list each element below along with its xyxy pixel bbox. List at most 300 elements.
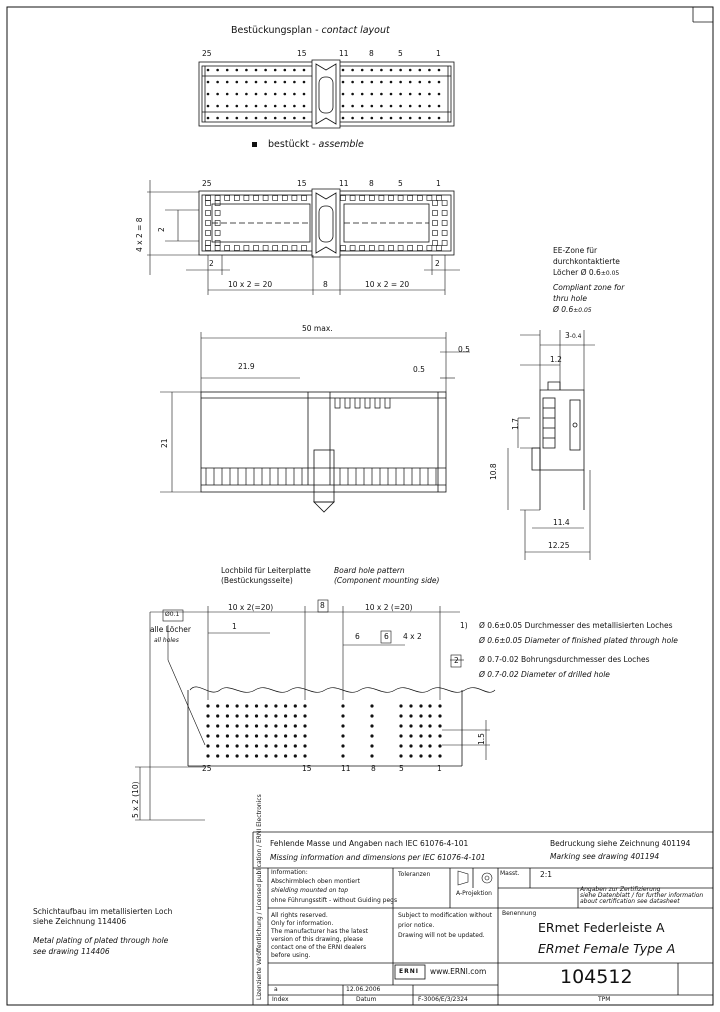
contact-dot: [409, 81, 412, 84]
dim-2-right: 2: [435, 259, 440, 268]
note-missing-en: Missing information and dimensions per IEC 61076-4-101: [270, 853, 486, 862]
contact-cell: [350, 246, 355, 251]
board-hole: [303, 754, 306, 757]
tb-rights: before using.: [271, 952, 311, 959]
contact-cell: [379, 246, 384, 251]
contact-cell: [292, 196, 297, 201]
contact-dot: [428, 69, 431, 72]
plating-note-de-2: siehe Zeichnung 114406: [33, 917, 127, 926]
contact-dot: [303, 81, 306, 84]
dim-2-vertical: 2: [157, 227, 166, 232]
board-hole: [255, 724, 258, 727]
contact-cell: [442, 221, 447, 226]
tb-cert-note: about certification see datasheet: [580, 898, 680, 905]
board-dim-5x2: 5 x 2 (10): [131, 781, 140, 818]
contact-cell: [437, 246, 442, 251]
board-hole: [409, 744, 412, 747]
col-label: 5: [398, 179, 403, 188]
contact-cell: [417, 196, 422, 201]
board-hole: [303, 704, 306, 707]
board-hole: [206, 744, 209, 747]
contact-cell: [427, 196, 432, 201]
board-dim-right: 10 x 2 (=20): [365, 603, 413, 612]
contact-dot: [284, 105, 287, 108]
tb-rights: contact one of the ERNI dealers: [271, 944, 367, 951]
note-marking-en: Marking see drawing 401194: [550, 852, 660, 861]
dim-0-5-top: 0.5: [458, 345, 470, 354]
board-hole: [399, 724, 402, 727]
contact-cell: [437, 196, 442, 201]
contact-cell: [215, 196, 220, 201]
board-hole: [206, 714, 209, 717]
contact-dot: [419, 81, 422, 84]
board-hole: [341, 704, 344, 707]
contact-dot: [371, 81, 374, 84]
board-hole: [370, 714, 373, 717]
contact-dot: [264, 81, 267, 84]
board-dim-mid: 8: [320, 601, 325, 610]
contact-dot: [303, 93, 306, 96]
tb-designation-label: Benennung: [502, 910, 537, 917]
col-label: 11: [339, 49, 349, 58]
board-hole: [428, 754, 431, 757]
board-hole: [274, 744, 277, 747]
board-hole: [265, 714, 268, 717]
tb-rights: All rights reserved.: [271, 912, 328, 919]
contact-cell: [389, 196, 394, 201]
tb-scale-value: 2:1: [540, 870, 553, 879]
contact-dot: [409, 93, 412, 96]
board-hole: [206, 724, 209, 727]
contact-cell: [341, 246, 346, 251]
ee-zone-diameter: Löcher Ø 0.6: [553, 268, 601, 277]
board-hole: [438, 754, 441, 757]
contact-dot: [399, 69, 402, 72]
col-label: 8: [369, 49, 374, 58]
layout-title-de: Bestückungsplan: [231, 25, 313, 36]
layout-title-en: - contact layout: [315, 25, 390, 36]
ee-zone-diameter-en: Ø 0.6: [553, 305, 574, 314]
dim-2-left: 2: [209, 259, 214, 268]
contact-dot: [226, 93, 229, 96]
contact-cell: [234, 196, 239, 201]
contact-dot: [255, 81, 258, 84]
note-marking-de: Bedruckung siehe Zeichnung 401194: [550, 839, 691, 848]
erni-logo-icon: ERNI: [399, 968, 419, 975]
board-hole: [245, 704, 248, 707]
contact-dot: [342, 69, 345, 72]
contact-dot: [380, 69, 383, 72]
contact-cell: [254, 246, 259, 251]
contact-dot: [236, 117, 239, 120]
board-hole: [245, 744, 248, 747]
board-hole: [399, 734, 402, 737]
contact-cell: [206, 196, 211, 201]
contact-dot: [293, 105, 296, 108]
contact-dot: [245, 81, 248, 84]
dim-1-7: 1.7: [511, 418, 520, 430]
plating-note-en-1: Metal plating of plated through hole: [33, 936, 169, 945]
col-label: 15: [297, 179, 307, 188]
board-hole: [294, 704, 297, 707]
contact-dot: [409, 105, 412, 108]
board-hole: [274, 734, 277, 737]
dim-1-2: 1.2: [550, 355, 562, 364]
contact-cell: [206, 211, 211, 216]
col-label: 8: [371, 764, 376, 773]
board-hole: [284, 724, 287, 727]
hole-note-1-en: Ø 0.6±0.05 Diameter of finished plated through hole: [479, 636, 678, 645]
col-label: 25: [202, 179, 212, 188]
contact-dot: [428, 117, 431, 120]
board-dim-box-6: 6: [384, 632, 389, 641]
contact-dot: [419, 105, 422, 108]
dimension-lines-view2: [147, 180, 460, 295]
tb-sheet: TPM: [598, 996, 611, 1003]
contact-dot: [342, 81, 345, 84]
contact-dot: [255, 93, 258, 96]
side-caption: Lizenzierte Veröffentlichung / Licensed publication / ERNI Electronics: [256, 794, 263, 1000]
contact-cell: [369, 246, 374, 251]
contact-dot: [428, 105, 431, 108]
board-hole: [438, 724, 441, 727]
tb-name-de: ERmet Federleiste A: [538, 920, 665, 935]
contact-dot: [226, 105, 229, 108]
connector-top-view-dims: [199, 189, 454, 257]
contact-cell: [408, 196, 413, 201]
board-hole: [236, 724, 239, 727]
legend-square-icon: [252, 142, 257, 147]
contact-dot: [284, 81, 287, 84]
board-hole: [294, 744, 297, 747]
board-hole: [245, 724, 248, 727]
board-hole: [409, 754, 412, 757]
contact-dot: [216, 81, 219, 84]
contact-cell: [244, 196, 249, 201]
contact-cell: [273, 196, 278, 201]
board-hole: [206, 704, 209, 707]
contact-dot: [361, 81, 364, 84]
contact-dot: [380, 105, 383, 108]
board-hole: [226, 734, 229, 737]
legend: [252, 140, 364, 150]
contact-cell: [427, 246, 432, 251]
board-all-holes-de: alle Löcher: [150, 625, 191, 634]
board-hole: [370, 744, 373, 747]
board-hole: [303, 724, 306, 727]
board-hole: [419, 744, 422, 747]
tb-subject: prior notice.: [398, 922, 435, 929]
contact-dot: [380, 93, 383, 96]
contact-dot: [438, 105, 441, 108]
projection-symbol: [458, 871, 492, 885]
board-hole: [370, 734, 373, 737]
tb-a-projection: A-Projektion: [456, 890, 492, 897]
contact-dot: [216, 93, 219, 96]
contact-dot: [216, 117, 219, 120]
contact-dot: [216, 105, 219, 108]
contact-cell: [292, 246, 297, 251]
board-hole: [255, 714, 258, 717]
hole-note-1: Ø 0.6±0.05 Durchmesser des metallisierten Loches: [479, 621, 673, 630]
contact-dot: [274, 105, 277, 108]
col-label: 15: [297, 49, 307, 58]
contact-dot: [342, 105, 345, 108]
contact-dot: [226, 69, 229, 72]
connector-side-view: [532, 382, 584, 510]
dim-3-value: 3: [565, 331, 570, 340]
contact-cell: [215, 211, 220, 216]
board-hole: [438, 704, 441, 707]
col-label: 1: [436, 179, 441, 188]
board-hole: [265, 724, 268, 727]
board-hole: [265, 754, 268, 757]
board-hole: [341, 744, 344, 747]
dim-10-8: 10.8: [489, 463, 498, 480]
dim-11-4: 11.4: [553, 518, 570, 527]
tb-name-en: ERmet Female Type A: [538, 941, 676, 956]
board-hole: [236, 754, 239, 757]
contact-cell: [282, 246, 287, 251]
tb-info: shielding mounted on top: [271, 887, 349, 894]
board-hole: [294, 714, 297, 717]
contact-dot: [207, 93, 210, 96]
board-hole: [274, 754, 277, 757]
contact-dot: [371, 93, 374, 96]
contact-cell: [273, 246, 278, 251]
board-hole: [341, 724, 344, 727]
contact-cell: [408, 246, 413, 251]
dim-12-25: 12.25: [548, 541, 570, 550]
dim-10x2-right: 10 x 2 = 20: [365, 280, 410, 289]
contact-cell: [389, 246, 394, 251]
contact-dot: [428, 81, 431, 84]
ee-zone-tolerance: ±0.05: [600, 270, 620, 277]
dim-8: 8: [323, 280, 328, 289]
board-hole: [255, 734, 258, 737]
contact-dot: [361, 105, 364, 108]
contact-cell: [433, 231, 438, 236]
board-hole: [284, 714, 287, 717]
contact-cell: [302, 196, 307, 201]
board-hole: [284, 734, 287, 737]
contact-dot: [255, 69, 258, 72]
board-hole: [370, 754, 373, 757]
board-hole: [341, 714, 344, 717]
contact-dot: [207, 81, 210, 84]
board-hole: [284, 704, 287, 707]
board-hole: [409, 704, 412, 707]
contact-cell: [302, 246, 307, 251]
board-dim-left: 10 x 2(=20): [228, 603, 274, 612]
contact-dot: [255, 105, 258, 108]
contact-cell: [398, 246, 403, 251]
board-hole: [409, 714, 412, 717]
dim-4x2: 4 x 2 = 8: [135, 217, 144, 252]
contact-dot: [390, 81, 393, 84]
contact-dot: [409, 117, 412, 120]
board-hole: [428, 704, 431, 707]
board-hole: [274, 724, 277, 727]
contact-dot: [255, 117, 258, 120]
ee-zone-line-en: Compliant zone for: [553, 283, 625, 292]
contact-cell: [206, 221, 211, 226]
contact-dot: [419, 117, 422, 120]
board-hole: [206, 734, 209, 737]
contact-cell: [263, 196, 268, 201]
contact-dot: [207, 105, 210, 108]
contact-dot: [207, 69, 210, 72]
plating-note-de-1: Schichtaufbau im metallisierten Loch: [33, 907, 173, 916]
contact-cell: [263, 246, 268, 251]
hole-note-2: Ø 0.7-0.02 Bohrungsdurchmesser des Loches: [479, 655, 650, 664]
contact-dot: [274, 93, 277, 96]
board-hole: [294, 724, 297, 727]
contact-dot: [264, 105, 267, 108]
contact-cell: [350, 196, 355, 201]
tb-cert-note: siehe Datenblatt / for further information: [580, 892, 704, 899]
contact-cell: [341, 196, 346, 201]
contact-cell: [244, 246, 249, 251]
board-title-en-2: (Component mounting side): [334, 576, 440, 585]
board-dim-1-5: 1.5: [477, 733, 486, 745]
board-hole: [265, 704, 268, 707]
dim-0-5: 0.5: [413, 365, 425, 374]
board-hole: [409, 734, 412, 737]
contact-dot: [274, 69, 277, 72]
board-hole: [245, 714, 248, 717]
contact-dot: [390, 93, 393, 96]
contact-dot: [207, 117, 210, 120]
board-dim-box-2: 2: [454, 656, 459, 665]
board-title-de-2: (Bestückungsseite): [221, 576, 293, 585]
col-label: 11: [341, 764, 351, 773]
contact-dot: [361, 93, 364, 96]
tb-info: Abschirmblech oben montiert: [271, 878, 360, 885]
contact-cell: [379, 196, 384, 201]
contact-cell: [442, 241, 447, 246]
contact-dot: [274, 117, 277, 120]
board-dim-6: 6: [355, 632, 360, 641]
board-hole: [284, 754, 287, 757]
contact-dot: [351, 105, 354, 108]
tb-revision: a: [274, 986, 278, 993]
contact-dot: [264, 117, 267, 120]
contact-cell: [442, 231, 447, 236]
board-hole: [245, 734, 248, 737]
board-hole: [206, 754, 209, 757]
tb-rights: version of this drawing, please: [271, 936, 364, 943]
contact-dot: [264, 93, 267, 96]
board-hole: [303, 714, 306, 717]
plating-note-en-2: see drawing 114406: [33, 947, 110, 956]
note-missing-de: Fehlende Masse und Angaben nach IEC 61076-4-101: [270, 839, 469, 848]
board-hole: [419, 724, 422, 727]
col-label: 11: [339, 179, 349, 188]
board-hole: [226, 754, 229, 757]
board-hole: [226, 724, 229, 727]
contact-cell: [433, 211, 438, 216]
board-hole: [265, 734, 268, 737]
contact-cell: [206, 241, 211, 246]
board-title-de: Lochbild für Leiterplatte: [221, 566, 311, 575]
col-label: 1: [436, 49, 441, 58]
board-hole: [370, 704, 373, 707]
board-hole: [399, 704, 402, 707]
board-hole: [216, 714, 219, 717]
contact-dot: [371, 117, 374, 120]
board-hole: [409, 724, 412, 727]
contact-dot: [284, 93, 287, 96]
board-hole: [419, 714, 422, 717]
contact-dot: [226, 117, 229, 120]
contact-dot: [380, 81, 383, 84]
board-hole: [399, 754, 402, 757]
board-hole: [255, 744, 258, 747]
contact-cell: [433, 221, 438, 226]
board-tolerance-box: Ø0.1: [165, 611, 180, 618]
connector-front-view: [201, 392, 446, 512]
contact-dot: [236, 93, 239, 96]
dim-3-tolerance: -0.4: [569, 333, 582, 340]
board-hole: [216, 704, 219, 707]
contact-dot: [399, 117, 402, 120]
board-hole: [245, 754, 248, 757]
board-hole: [303, 734, 306, 737]
board-hole: [428, 724, 431, 727]
contact-dot: [245, 93, 248, 96]
contact-dot: [303, 117, 306, 120]
tb-rights: Only for information.: [271, 920, 334, 927]
tb-part-number: 104512: [560, 966, 633, 988]
contact-dot: [245, 117, 248, 120]
board-hole: [294, 754, 297, 757]
contact-dot: [245, 105, 248, 108]
board-hole: [438, 734, 441, 737]
col-label: 1: [437, 764, 442, 773]
contact-dot: [236, 69, 239, 72]
contact-cell: [433, 201, 438, 206]
contact-dot: [284, 117, 287, 120]
ee-zone-line-en: thru hole: [553, 294, 587, 303]
contact-cell: [360, 196, 365, 201]
contact-dot: [438, 69, 441, 72]
contact-cell: [234, 246, 239, 251]
hole-note-symbol: 1): [460, 621, 468, 630]
col-label: 8: [369, 179, 374, 188]
col-label: 25: [202, 764, 212, 773]
board-hole: [216, 754, 219, 757]
board-hole: [419, 704, 422, 707]
board-hole: [419, 734, 422, 737]
board-hole: [216, 744, 219, 747]
board-hole: [419, 754, 422, 757]
board-hole: [274, 704, 277, 707]
contact-dot: [303, 105, 306, 108]
dim-3: [565, 332, 582, 340]
ee-zone-line: durchkontaktierte: [553, 257, 620, 266]
board-hole: [428, 714, 431, 717]
contact-cell: [206, 246, 211, 251]
contact-cell: [225, 196, 230, 201]
board-hole: [226, 744, 229, 747]
ee-zone-line: EE-Zone für: [553, 246, 598, 255]
tb-date: 12.06.2006: [346, 986, 381, 993]
contact-cell: [215, 246, 220, 251]
dimension-lines-side: [508, 330, 595, 560]
board-hole: [216, 734, 219, 737]
legend-en: - assemble: [312, 139, 364, 150]
